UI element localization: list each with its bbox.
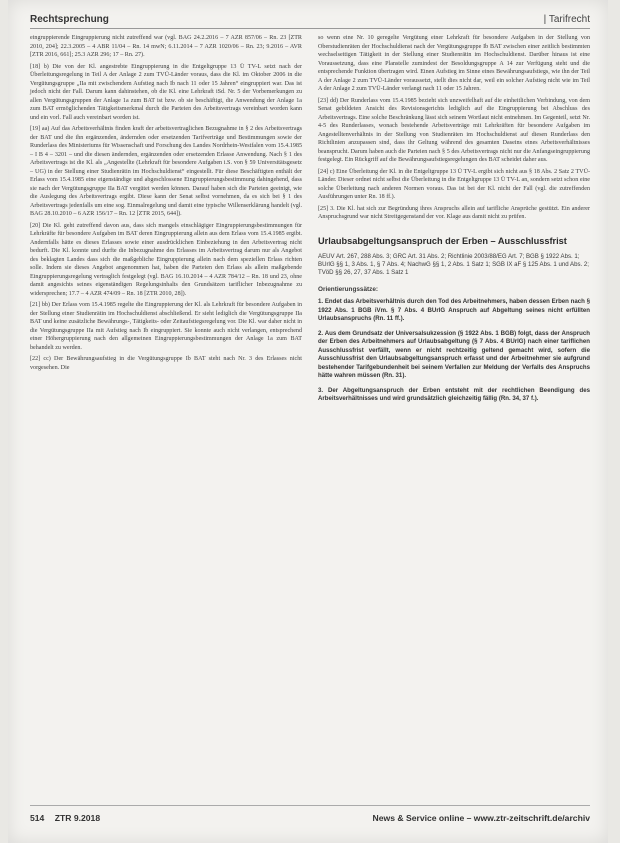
header-rule [30, 28, 590, 29]
left-column [30, 34, 302, 375]
paragraph: eingruppierende Eingruppierung nicht zutreffend war (vgl. BAG 24.2.2016 – 7 AZR 857/06 – Rn. 23 [ZTR 2010, 204]; 22.3.2005 – 4 ABR 11/04 – Rn. 14 mwN; 6.11.2014 – 7 AZR 1020/06 – Rn. 23; 9.2016 – AVR [ZTR 2016, 661]; 25.3 AZR 296; 17 – Rn. 27). [30, 35, 302, 58]
paragraph: [22] cc) Der Bewährungsaufstieg in die Vergütungsgruppe Ib BAT steht nach Nr. 3 des Erlasses nicht vorgesehen. Die [30, 356, 302, 371]
running-header [30, 11, 590, 27]
page-number: 514 [30, 813, 45, 823]
statute-references: AEUV Art. 267, 288 Abs. 3; GRC Art. 31 Abs. 2; Richtlinie 2003/88/EG Art. 7; BGB § 1922 Abs. 1; BUrlG §§ 1, 3 Abs. 1, § 7 Abs. 4; NachwG §§ 1, 2 Abs. 1 Satz 1; SGB IX aF § 125 Abs. 1 und Abs. 2; TVöD §§ 26, 27, 37 Abs. 1 Satz 1 [318, 252, 589, 277]
paragraph: [23] dd) Der Runderlass vom 15.4.1985 bezieht sich unzweifelhaft auf die einheitlichen Verbindung, von dem Senat gebildeten Ansicht des Revisionsgerichts lediglich auf die Eingruppierung bei Abschluss des Arbeitsvertrags. Eine solche Beschränkung lässt sich seinem Wortlaut nicht entnehmen. Im Gegenteil, setzt Nr. 4-5 des Runderlasses, wonach bestehende Arbeitsverträge mit Lehrkräften für besondere Aufgaben im Angestelltenverhältnis in der Stellung von Studienräten im Hochschuldienst auf diesen Runderlass den Richtlinien anzupassen sind, dass ihr Geltung während des gesamten Daseins eines Arbeitsverhältnisses beansprucht. Darum haben auch die Parteien nach § 5 des Arbeitsvertrags nicht nur die Anfangseingruppierung festgelegt. Ein Rückgriff auf die Bewährungsaufstiegsregelungen des BAT scheidet daher aus. [318, 97, 590, 163]
footer-left [30, 813, 108, 823]
guidelines-heading: Orientierungssätze: [318, 285, 379, 293]
page-footer [30, 805, 590, 826]
section-title: Urlaubsabgeltungsanspruch der Erben – Ausschlussfrist [318, 235, 567, 246]
paragraph: so wenn eine Nr. 10 geregelte Vergütung einer Lehrkraft für besondere Aufgaben in der Stellung von Oberstudienräten der Hochschuldienst nach der Vergütungsgruppe Ib BAT zwischen einer zeitlich bestimmten wechselseitigen Tätigkeit in der Stellung einer Studienrätin im Hochschuldienst. Darüber hinaus ist eine Voraussetzung, dass eine Planstelle zumindest der Besoldungsgruppe A 14 zur Verfügung steht und die entsprechende Funktion übertragen wird. Einen Aufstieg im Sinne eines Bewährungsaufstiegs, wie ihn der Teil A der Anlage 2 zum TVÜ-Länder voraussetzt, stellt dies nicht dar, weil ein solcher Aufstieg nicht wie im Teil A der Anlage 2 zum TVÜ-Länder verlangt nach 11 oder 15 Jahren. [318, 35, 590, 92]
header-section: Rechtsprechung [30, 13, 109, 25]
document-page [8, 0, 608, 843]
journal-issue: ZTR 9.2018 [54, 813, 101, 823]
paragraph: [19] aa) Auf das Arbeitsverhältnis finden kraft der arbeitsvertraglichen Bezugnahme in § 2 des Arbeitsvertrags der BAT und die ihn ergänzenden, ändernden oder ersetzenden Tarifverträge und Bestimmungen sowie der Runderlass des Ministeriums für Wissenschaft und Forschung des Landes Nordrhein-Westfalen vom 15.4.1985 – I B 4 – 3201 – und die diesen ändernden, ergänzenden oder ersetzenden Erlasse Anwendung. Nach § 1 des Arbeitsvertrags ist die Kl. als „Angestellte (Lehrkraft für besondere Aufgaben i.S. von § 59 Universitätsgesetz – UG) in der Stellung einer Studienrätin im Hochschuldienst“ eingestellt. Für diese Beschäftigten enthält der Erlass vom 15.4.1985 eine eigenständige und abgeschlossene Eingruppierungsbestimmung dahingehend, dass sie nach der Vergütungsgruppe IIa BAT vergütet werden können. Darauf haben sich die Parteien geeinigt, wie die Auslegung des Arbeitsvertrags ergibt. Diese kann der Senat selbst vornehmen, da es sich bei § 1 des Arbeitsvertrags jedenfalls um eine sog. Einmalregelung und damit eine typische Willenserklärung handelt (vgl. BAG 28.10.2010 – 6 AZR 156/17 – Rn. 12 [ZTR 2015, 644]). [30, 126, 302, 217]
paragraph: [21] bb) Der Erlass vom 15.4.1985 regelte die Eingruppierung der Kl. als Lehrkraft für besondere Aufgaben in der Stellung einer Studienrätin im Hochschuldienst abschließend. Er sieht lediglich die Vergütungsgruppe IIa BAT und keine zusätzliche Bewährungs-, Tätigkeits- oder Zeitaufstiegsregelung vor. Die Kl. war daher nicht in die Vergütungsgruppe IIa mit Aufstieg nach Ib eingruppiert. Sie konnte auch nicht verlangen, entsprechend einer Höhergruppierung nach den allgemeinen Eingruppierungsbestimmungen der Anlage 1a zum BAT behandelt zu werden. [30, 302, 302, 351]
guideline-item: 3. Der Abgeltungsanspruch der Erben entsteht mit der rechtlichen Beendigung des Arbeitsverhältnisses und wird grundsätzlich gleichzeitig fällig (Rn. 34, 37 f.). [318, 386, 590, 403]
paragraph: [20] Die Kl. geht zutreffend davon aus, dass sich mangels einschlägiger Eingruppierungsbestimmungen für Lehrkräfte für besondere Aufgaben im BAT deren Eingruppierung allein aus dem Erlass vom 15.4.1985 ergibt. Andernfalls hätte es dieses Erlasses sowie einer ausdrücklichen Einbeziehung in den Arbeitsvertrag nicht bedurft. Die Kl. konnte und durfte die Inbezugnahme des Erlasses im Arbeitsvertrag darum nur als Angebot des beklagten Landes dass sich die maßgebliche Eingruppierung allein nach dem speziellen Erlass richten solle. Indem sie dieses Angebot angenommen hat, haben die Parteien den Erlass als allein maßgebende Eingruppierungsregelung vertraglich festgelegt (vgl. BAG 16.10.2014 – 4 AZR 784/12 – Rn. 18 und 23, ohne damit angesichts seines eigenständigen Regelungsinhalts den Grundsätzen tariflicher Inbezugnahme zu widersprechen; 17.7 – 4 AZR 474/09 – Rn. 18 [ZTR 2010, 28]). [30, 222, 302, 297]
right-column [318, 34, 590, 410]
paragraph: [18] b) Die von der Kl. angestrebte Eingruppierung in die Entgeltgruppe 13 Ü TV-L setzt nach der Überleitungsregelung in Teil A der Anlage 2 zum TVÜ-Länder voraus, dass die Kl. im Oktober 2006 in die Vergütungsgruppe „IIa mit zwischendem Aufstieg nach Ib nach 11 oder 15 Jahren“ eingruppiert war. Das ist jedoch nicht der Fall. Darum kann dahinstehen, ob die Kl. eine Lehrkraft iSd. Nr. 5 der Vorbemerkungen zu allen Vergütungsgruppen der Anlage 1a zum BAT ist bzw. ob sie beschäftigt, die Anwendung der Anlage 1a zum BAT ermöglichenden Tätigkeitsmerkmal durch die Parteien des Arbeitsvertrags vereinbart worden kann und ein vorl. Fall auch vereinbart worden ist. [30, 63, 302, 121]
paragraph: [24] c) Eine Überleitung der Kl. in die Entgeltgruppe 13 Ü TV-L ergibt sich nicht aus § 18 Abs. 2 Satz 2 TVÜ-Länder. Dieser ordnet nicht selbst die Überleitung in die Entgeltgruppe 13 Ü TV-L an, sondern setzt schon eine solche Überleitung nach anderen Normen voraus. Das ist bei der Kl. nicht der Fall (vgl. die zutreffenden Ausführungen unter Rn. 18 ff.). [318, 168, 590, 200]
guideline-item: 2. Aus dem Grundsatz der Universalsukzession (§ 1922 Abs. 1 BGB) folgt, dass der Anspruch der Erben des Arbeitnehmers auf Urlaubsabgeltung (§ 7 Abs. 4 BUrlG) nach einer tariflichen Ausschlussfrist verfällt, wenn er nicht rechtzeitig geltend gemacht wird, sofern die Ausschlussfrist den Urlaubsabgeltungsanspruch erfasst und der Arbeitnehmer sie aufgrund bestehender Tarifgebundenheit bei seinem Verfallen zur Meldung der Verfalls des Anspruchs hätte wahren müssen (Rn. 31). [318, 329, 590, 380]
footer-archive-link[interactable]: News & Service online – www.ztr-zeitschrift.de/archiv [372, 813, 590, 823]
guideline-item: 1. Endet das Arbeitsverhältnis durch den Tod des Arbeitnehmers, haben dessen Erben nach § 1922 Abs. 1 BGB iVm. § 7 Abs. 4 BUrlG Anspruch auf Abgeltung seines nicht erfüllten Urlaubsanspruchs (Rn. 11 ff.). [318, 298, 590, 323]
header-category: | Tarifrecht [543, 13, 590, 25]
paragraph: [25] 3. Die Kl. hat sich zur Begründung ihres Anspruchs allein auf tarifliche Ansprüche gestützt. Ein anderer Anspruchsgrund war nicht Streitgegenstand der vor. Klage aus damit nicht zu prüfen. [318, 205, 590, 220]
